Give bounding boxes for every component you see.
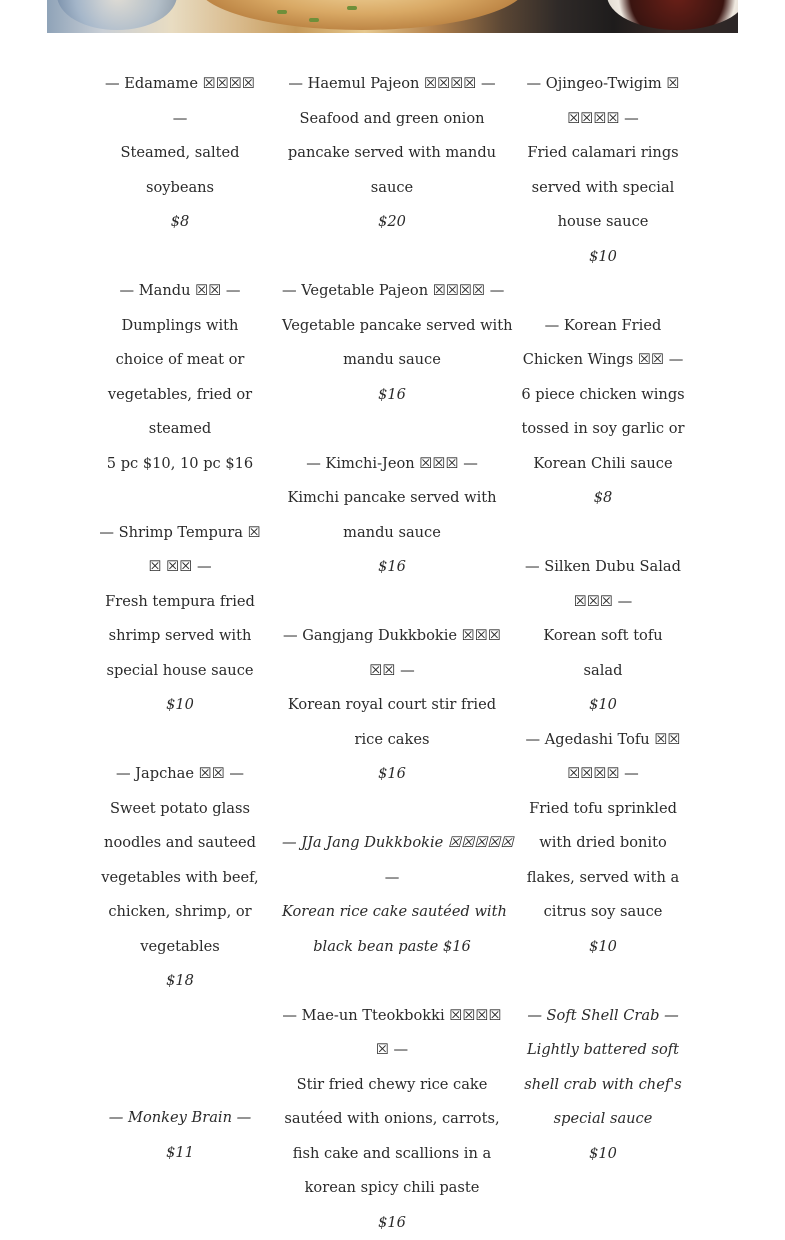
item-description: choice of meat or (70, 343, 290, 378)
item-price: $10 (493, 688, 713, 723)
item-name: ☒☒☒☒ — (493, 757, 713, 792)
item-description: vegetables (70, 930, 290, 965)
menu-item-silken-dubu-salad (493, 550, 713, 723)
item-name: — Kimchi-Jeon ☒☒☒ — (282, 447, 502, 482)
item-price: $11 (70, 1136, 290, 1171)
item-price: $8 (70, 205, 290, 240)
item-price: $16 (282, 757, 502, 792)
item-description: Korean Chili sauce (493, 447, 713, 482)
item-description: black bean paste $16 (282, 930, 502, 965)
item-price: $16 (282, 550, 502, 585)
herb-garnish (347, 6, 357, 10)
item-description: sautéed with onions, carrots, (282, 1102, 502, 1137)
item-description: flakes, served with a (493, 861, 713, 896)
menu-item-monkey-brain (70, 1101, 290, 1170)
item-name: Chicken Wings ☒☒ — (493, 343, 713, 378)
item-name: — (70, 102, 290, 137)
item-name: — Vegetable Pajeon ☒☒☒☒ — (282, 274, 502, 309)
item-price: $10 (493, 240, 713, 275)
item-description: steamed (70, 412, 290, 447)
item-description: Steamed, salted (70, 136, 290, 171)
item-description: Korean rice cake sautéed with (282, 895, 502, 930)
menu-item-gangjang-dukkbokie (282, 619, 502, 792)
item-price: 5 pc $10, 10 pc $16 (70, 447, 290, 482)
sauce-bowl-image (607, 0, 738, 30)
item-description: Fried calamari rings (493, 136, 713, 171)
menu-item-ojingeo-twigim (493, 67, 713, 274)
item-name: — Monkey Brain — (70, 1101, 290, 1136)
item-description: special sauce (493, 1102, 713, 1137)
item-name: — Soft Shell Crab — (493, 999, 713, 1034)
item-description: shell crab with chef's (493, 1068, 713, 1103)
item-name: — (282, 861, 502, 896)
item-description: with dried bonito (493, 826, 713, 861)
item-name: — Korean Fried (493, 309, 713, 344)
item-description: special house sauce (70, 654, 290, 689)
item-name: — Agedashi Tofu ☒☒ (493, 723, 713, 758)
menu-item-mae-un-tteokbokki (282, 999, 502, 1240)
item-description: korean spicy chili paste (282, 1171, 502, 1206)
item-name: — Gangjang Dukkbokie ☒☒☒ (282, 619, 502, 654)
item-description: 6 piece chicken wings (493, 378, 713, 413)
menu-item-edamame (70, 67, 290, 240)
food-photo-banner (47, 0, 738, 33)
menu-item-vegetable-pajeon (282, 274, 502, 412)
item-description: house sauce (493, 205, 713, 240)
menu-column-1 (70, 67, 290, 999)
herb-garnish (277, 10, 287, 14)
item-description: salad (493, 654, 713, 689)
herb-garnish (309, 18, 319, 22)
item-price: $10 (493, 930, 713, 965)
menu-item-soft-shell-crab (493, 999, 713, 1172)
item-description: Lightly battered soft (493, 1033, 713, 1068)
item-description: Korean royal court stir fried (282, 688, 502, 723)
item-description: Vegetable pancake served with (282, 309, 502, 344)
item-price: $10 (493, 1137, 713, 1172)
item-name: — Shrimp Tempura ☒ (70, 516, 290, 551)
item-description: Fried tofu sprinkled (493, 792, 713, 827)
item-name: ☒ — (282, 1033, 502, 1068)
menu-item-kimchi-jeon (282, 447, 502, 585)
item-name: — Japchae ☒☒ — (70, 757, 290, 792)
item-description: shrimp served with (70, 619, 290, 654)
item-description: chicken, shrimp, or (70, 895, 290, 930)
item-description: Fresh tempura fried (70, 585, 290, 620)
item-description: vegetables with beef, (70, 861, 290, 896)
menu-column-3 (493, 67, 713, 1171)
menu-item-haemul-pajeon (282, 67, 502, 240)
item-name: — Edamame ☒☒☒☒ (70, 67, 290, 102)
item-description: vegetables, fried or (70, 378, 290, 413)
menu-item-japchae (70, 757, 290, 999)
item-description: rice cakes (282, 723, 502, 758)
item-name: ☒☒☒ — (493, 585, 713, 620)
item-description: fish cake and scallions in a (282, 1137, 502, 1172)
blue-plate-image (57, 0, 177, 30)
item-name: ☒☒ — (282, 654, 502, 689)
item-description: Stir fried chewy rice cake (282, 1068, 502, 1103)
menu-item-shrimp-tempura (70, 516, 290, 723)
menu-item-mandu (70, 274, 290, 481)
item-name: — Silken Dubu Salad (493, 550, 713, 585)
item-description: Kimchi pancake served with (282, 481, 502, 516)
item-name: ☒ ☒☒ — (70, 550, 290, 585)
item-description: tossed in soy garlic or (493, 412, 713, 447)
item-price: $18 (70, 964, 290, 999)
menu-item-korean-fried-chicken-wings (493, 309, 713, 516)
item-description: Korean soft tofu (493, 619, 713, 654)
item-name: ☒☒☒☒ — (493, 102, 713, 137)
item-description: pancake served with mandu (282, 136, 502, 171)
item-description: Dumplings with (70, 309, 290, 344)
item-price: $8 (493, 481, 713, 516)
item-description: noodles and sauteed (70, 826, 290, 861)
item-description: served with special (493, 171, 713, 206)
menu-column-2 (282, 67, 502, 1240)
item-price: $16 (282, 378, 502, 413)
item-name: — Ojingeo-Twigim ☒ (493, 67, 713, 102)
item-name: — Mandu ☒☒ — (70, 274, 290, 309)
pancake-plate-image (197, 0, 527, 30)
item-price: $20 (282, 205, 502, 240)
item-description: sauce (282, 171, 502, 206)
item-description: mandu sauce (282, 343, 502, 378)
item-name: — JJa Jang Dukkbokie ☒☒☒☒☒ (282, 826, 502, 861)
item-description: Seafood and green onion (282, 102, 502, 137)
item-name: — Mae-un Tteokbokki ☒☒☒☒ (282, 999, 502, 1034)
item-description: mandu sauce (282, 516, 502, 551)
menu-item-agedashi-tofu (493, 723, 713, 965)
item-name: — Haemul Pajeon ☒☒☒☒ — (282, 67, 502, 102)
menu-item-jja-jang-dukkbokie (282, 826, 502, 964)
item-description: soybeans (70, 171, 290, 206)
item-description: citrus soy sauce (493, 895, 713, 930)
item-price: $16 (282, 1206, 502, 1240)
item-description: Sweet potato glass (70, 792, 290, 827)
item-price: $10 (70, 688, 290, 723)
